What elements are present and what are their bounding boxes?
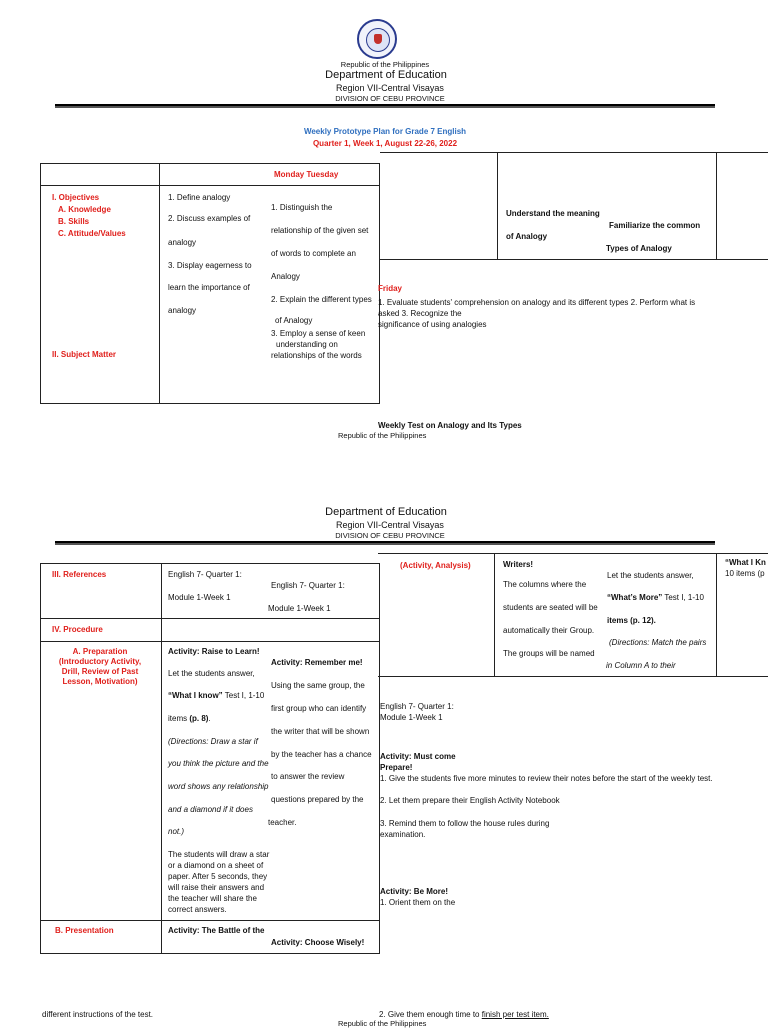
tuesday-objective: 1. Distinguish the	[271, 203, 333, 212]
tuesday-objective: relationship of the given set	[271, 226, 369, 235]
wednesday-line: The columns where the	[503, 580, 587, 589]
tuesday-prep-line: the writer that will be shown	[271, 727, 370, 736]
monday-activity-title: Activity: Raise to Learn!	[168, 647, 260, 656]
monday-procedure: will raise their answers and	[168, 883, 265, 892]
thursday-directions: in Column A to their	[606, 661, 676, 670]
monday-directions: word shows any relationship	[168, 782, 269, 791]
department-title-2: Department of Education	[325, 506, 447, 518]
monday-objective: analogy	[168, 306, 197, 315]
plan-subtitle: Quarter 1, Week 1, August 22-26, 2022	[312, 139, 458, 148]
preparation-label: A. Preparation (Introductory Activity, Drill, Review of Past Lesson, Motivation)	[58, 647, 142, 686]
monday-objective: learn the importance of	[168, 283, 250, 292]
department-title: Department of Education	[325, 69, 447, 81]
monday-directions: not.)	[168, 827, 185, 836]
plan-title: Weekly Prototype Plan for Grade 7 English	[303, 127, 467, 136]
friday-cut-text: “What I Kn	[725, 558, 766, 567]
thursday-line: “What’s More” Test I, 1-10	[607, 593, 704, 602]
monday-directions: (Directions: Draw a star if	[168, 737, 258, 746]
footer-mid-text: 2. Give them enough time to finish per test item.	[379, 1010, 549, 1019]
thursday-step: 1. Give the students five more minutes to review their notes before the start of the weekly test.	[380, 774, 713, 783]
monday-objective: 1. Define analogy	[168, 193, 231, 202]
tuesday-prep-line: teacher.	[268, 818, 297, 827]
tuesday-objective: Analogy	[271, 272, 300, 281]
tuesday-presentation: Activity: Choose Wisely!	[271, 938, 365, 947]
tuesday-reference: English 7- Quarter 1:	[271, 581, 345, 590]
thursday-reference: English 7- Quarter 1:	[380, 702, 454, 711]
friday-label: Friday	[378, 284, 403, 293]
footer-left-text: different instructions of the test.	[42, 1010, 154, 1019]
monday-objective: 2. Discuss examples of	[168, 214, 251, 223]
friday-objective-line: 1. Evaluate students' comprehension on analogy and its different types 2. Perform what is	[378, 298, 696, 307]
tuesday-objective: understanding on	[276, 340, 338, 349]
thursday-directions: (Directions: Match the pairs	[609, 638, 707, 647]
thursday-line: items (p. 12).	[607, 616, 656, 625]
tuesday-objective: of words to complete an	[271, 249, 356, 258]
be-more-title: Activity: Be More!	[380, 887, 449, 896]
header-rule	[55, 104, 715, 108]
understand-meaning: Understand the meaning	[506, 209, 600, 218]
monday-prep-line: items (p. 8).	[168, 714, 211, 723]
skills-label: B. Skills	[58, 217, 90, 226]
tuesday-prep-line: Using the same group, the	[271, 681, 365, 690]
must-come-title: Activity: Must come	[380, 752, 456, 761]
monday-directions: and a diamond if it does	[168, 805, 253, 814]
wednesday-line: The groups will be named	[503, 649, 595, 658]
activity-analysis-label: (Activity, Analysis)	[400, 561, 471, 570]
wednesday-line: students are seated will be	[503, 603, 598, 612]
monday-directions: you think the picture and the	[168, 759, 269, 768]
tuesday-objective: of Analogy	[275, 316, 313, 325]
procedure-label: IV. Procedure	[52, 625, 103, 634]
tuesday-objective: 3. Employ a sense of keen	[271, 329, 366, 338]
deped-seal-logo	[357, 19, 397, 59]
tuesday-reference: Module 1-Week 1	[268, 604, 331, 613]
objectives-label: I. Objectives	[52, 193, 100, 202]
monday-procedure: correct answers.	[168, 905, 227, 914]
thursday-step: examination.	[380, 830, 426, 839]
prepare-title: Prepare!	[380, 763, 413, 772]
monday-presentation: Activity: The Battle of the	[168, 926, 265, 935]
monday-prep-line: “What I know” Test I, 1-10	[168, 691, 265, 700]
monday-reference: English 7- Quarter 1:	[168, 570, 242, 579]
references-label: III. References	[52, 570, 107, 579]
monday-procedure: or a diamond on a sheet of	[168, 861, 264, 870]
friday-cut-text: 10 items (p	[725, 569, 765, 578]
division-text-2: DIVISION OF CEBU PROVINCE	[335, 531, 445, 540]
monday-objective: analogy	[168, 238, 197, 247]
republic-text: Republic of the Philippines	[340, 60, 430, 69]
tuesday-prep-line: by the teacher has a chance	[271, 750, 372, 759]
types-of-analogy: Types of Analogy	[606, 244, 672, 253]
tuesday-objective: 2. Explain the different types	[271, 295, 372, 304]
monday-reference: Module 1-Week 1	[168, 593, 231, 602]
tuesday-prep-line: questions prepared by the	[271, 795, 364, 804]
finish-per-item-link: finish per test item.	[481, 1010, 549, 1019]
knowledge-label: A. Knowledge	[58, 205, 111, 214]
wednesday-line: automatically their Group.	[503, 626, 595, 635]
monday-procedure: The students will draw a star	[168, 850, 270, 859]
thursday-step: 3. Remind them to follow the house rules during	[380, 819, 550, 828]
monday-procedure: paper. After 5 seconds, they	[168, 872, 268, 881]
monday-procedure: the teacher will share the	[168, 894, 257, 903]
tuesday-prep-line: to answer the review	[271, 772, 345, 781]
region-text-2: Region VII-Central Visayas	[336, 520, 444, 530]
presentation-label: B. Presentation	[55, 926, 114, 935]
republic-text-2: Republic of the Philippines	[338, 431, 427, 440]
subject-matter-label: II. Subject Matter	[52, 350, 117, 359]
of-analogy: of Analogy	[506, 232, 548, 241]
weekly-test-title: Weekly Test on Analogy and Its Types	[378, 421, 522, 430]
monday-prep-line: Let the students answer,	[168, 669, 255, 678]
thursday-step: 1. Orient them on the	[380, 898, 456, 907]
thursday-line: Let the students answer,	[607, 571, 694, 580]
region-text: Region VII-Central Visayas	[336, 83, 444, 93]
tuesday-activity-title: Activity: Remember me!	[271, 658, 363, 667]
footer-republic-cut: Republic of the Philippines	[338, 1019, 427, 1028]
tuesday-prep-line: first group who can identify	[271, 704, 367, 713]
division-text: DIVISION OF CEBU PROVINCE	[335, 94, 445, 103]
tuesday-objective: relationships of the words	[271, 351, 362, 360]
familiarize-common: Familiarize the common	[609, 221, 701, 230]
thursday-step: 2. Let them prepare their English Activity Notebook	[380, 796, 560, 805]
writers-title: Writers!	[503, 560, 534, 569]
monday-objective: 3. Display eagerness to	[168, 261, 252, 270]
header-rule-2	[55, 541, 715, 545]
days-header: Monday Tuesday	[274, 170, 339, 179]
friday-objective-line: asked 3. Recognize the	[378, 309, 462, 318]
thursday-reference: Module 1-Week 1	[380, 713, 443, 722]
attitude-label: C. Attitude/Values	[58, 229, 126, 238]
friday-objective-line: significance of using analogies	[378, 320, 487, 329]
